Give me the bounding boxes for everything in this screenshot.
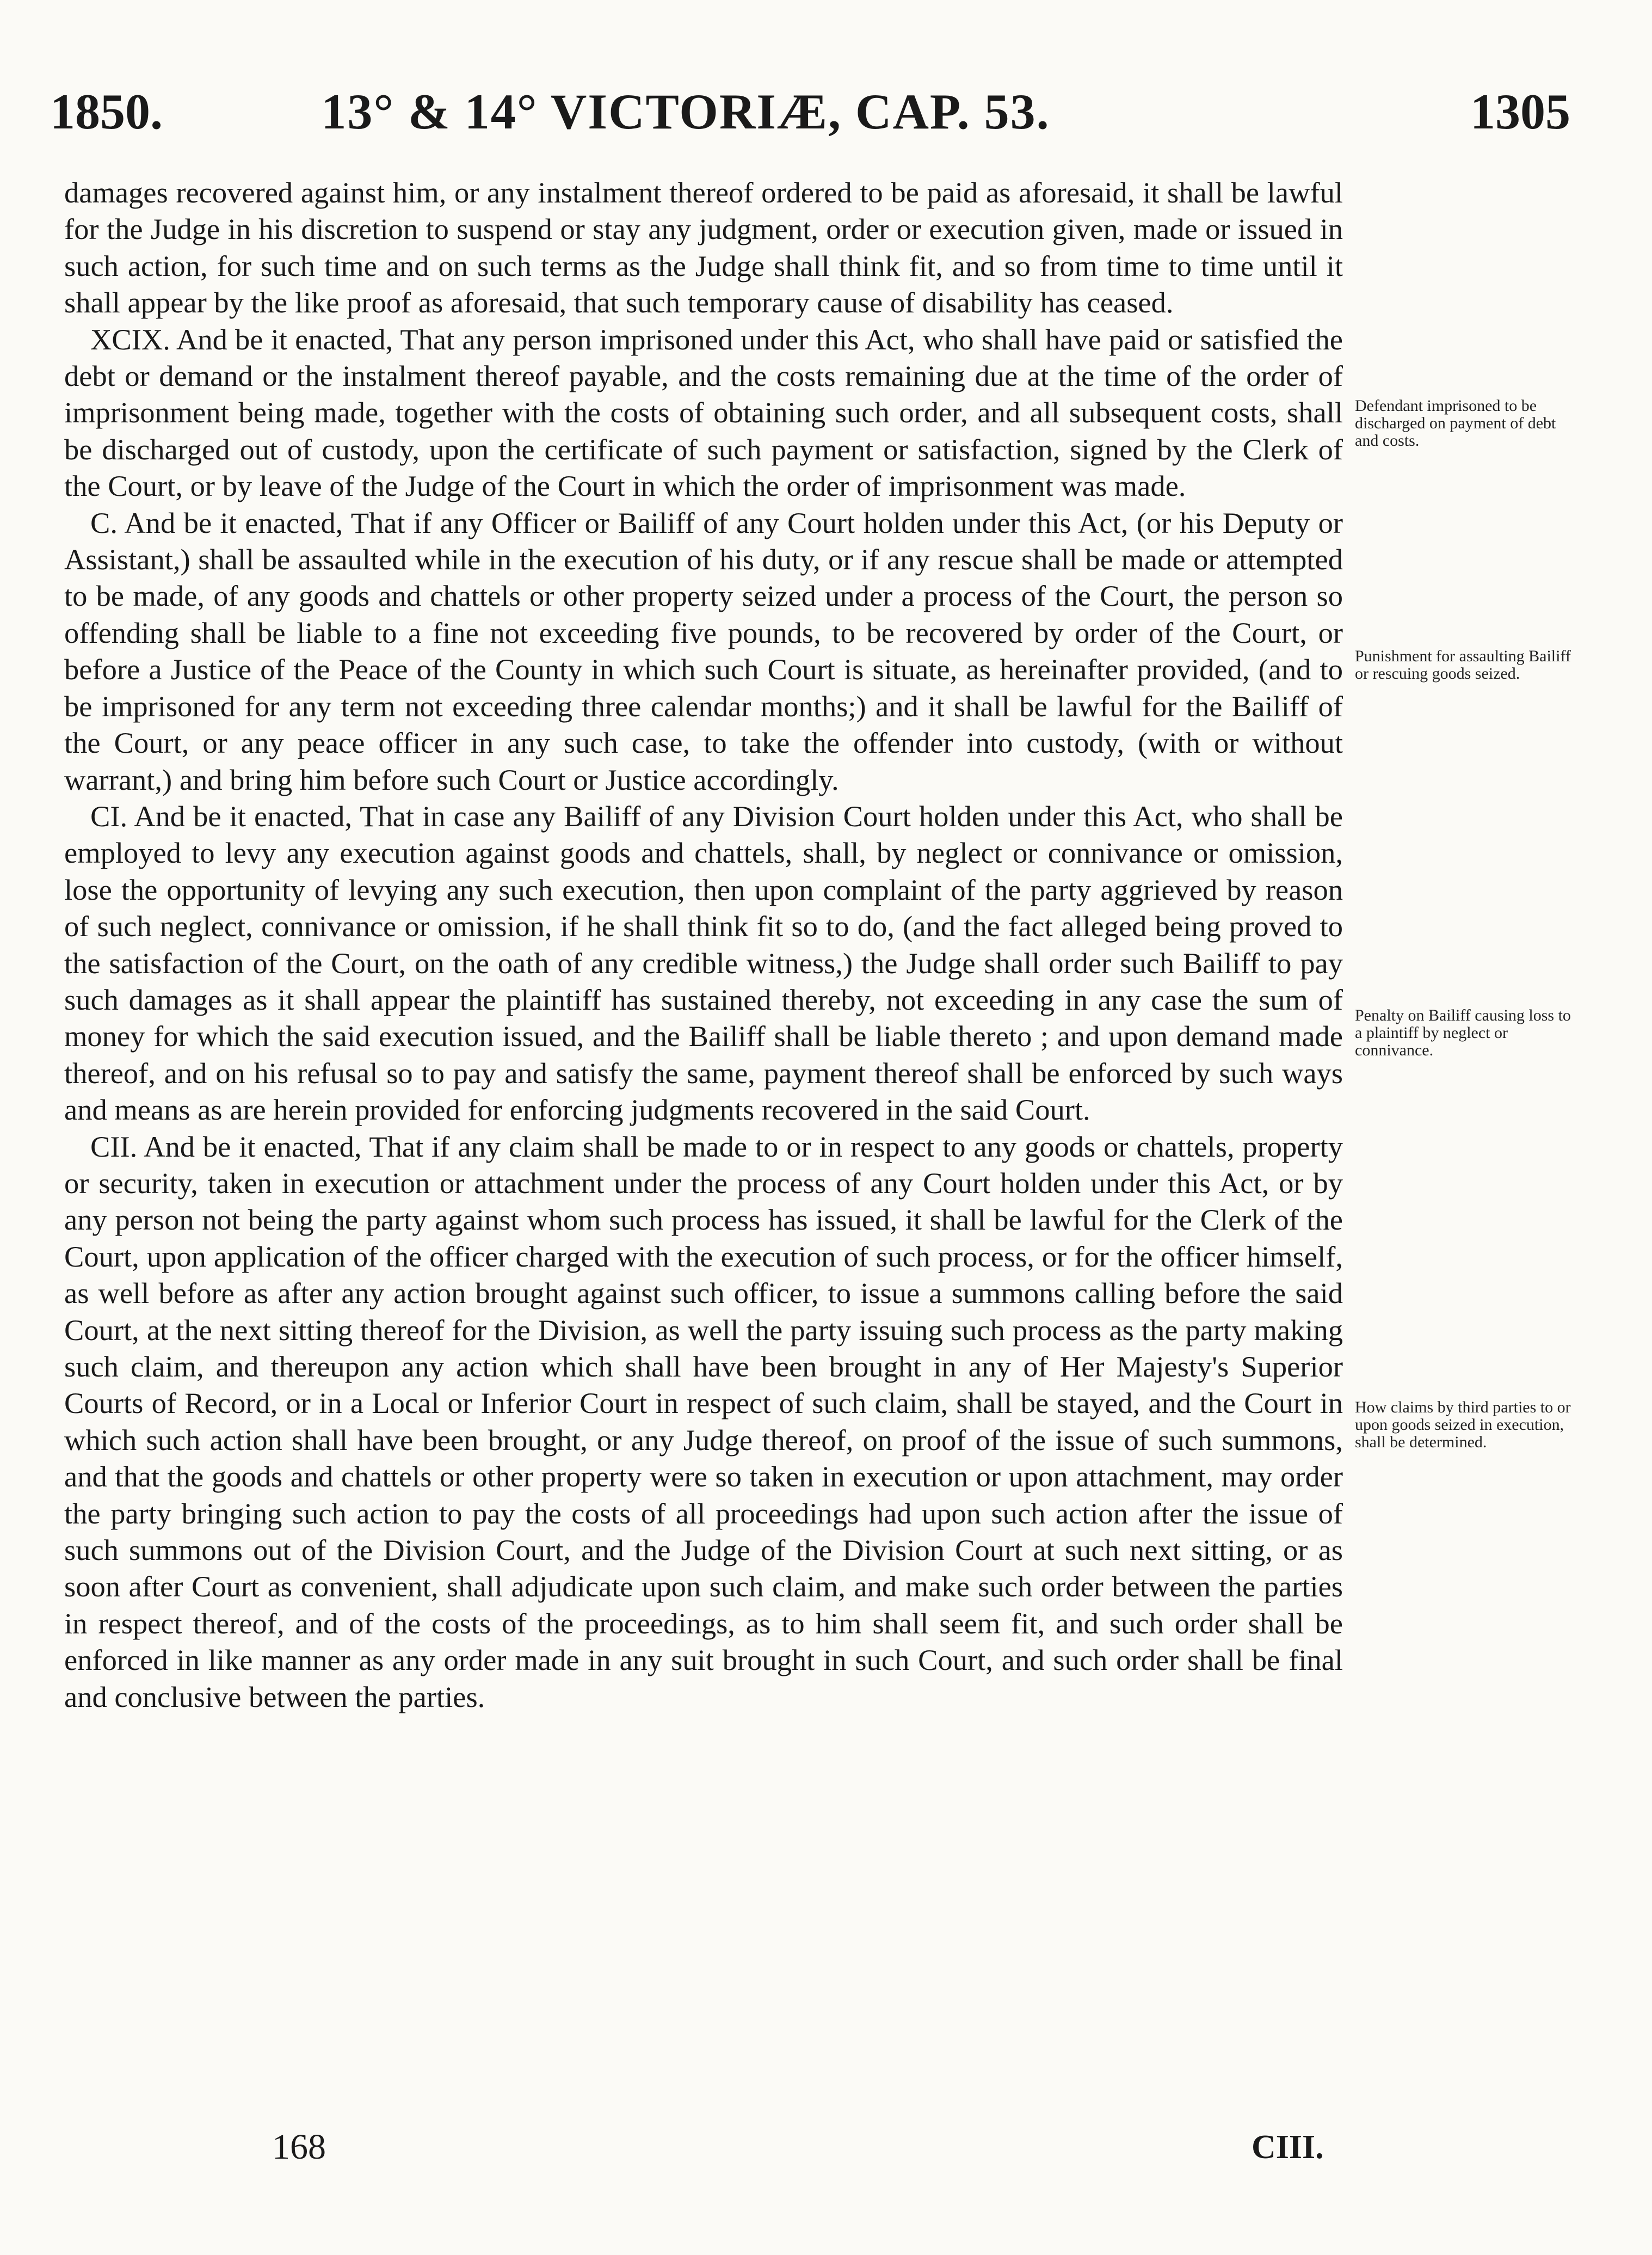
section-xcix: XCIX. And be it enacted, That any person imprisoned under this Act, who shall have paid or satisfied the debt or demand or the instalment thereof payable, and the costs remaining due at the time of the order of imprisonment being made, together with the costs of obtaining such order, and all subsequent costs, shall be discharged out of custody, upon the certificate of such payment or satisfaction, signed by the Clerk of the Court, or by leave of the Judge of the Court in which the order of imprisonment was made.: [64, 322, 1343, 503]
header-title: 13° & 14° VICTORIÆ, CAP. 53.: [321, 84, 1050, 139]
page-footer: [0, 2123, 1652, 2172]
section-c: C. And be it enacted, That if any Officer or Bailiff of any Court holden under this Act, (or his Deputy or Assistant,) shall be assaulted while in the execution of his duty, or if any rescue shall be made or attempted to be made, of any goods and chattels or other property seized under a process of the Court, the person so offending shall be liable to a fine not exceeding five pounds, to be recovered by order of the Court, or before a Justice of the Peace of the County in which such Court is situate, as hereinafter provided, (and to be imprisoned for any term not exceeding three calendar months;) and it shall be lawful for the Bailiff of the Court, or any peace officer in any such case, to take the offender into custody, (with or without warrant,) and bring him before such Court or Justice accordingly.: [64, 506, 1343, 796]
signature-folio: 168: [272, 2127, 326, 2167]
header-year: 1850.: [50, 84, 163, 139]
margin-note-ci: Penalty on Bailiff causing loss to a plaintiff by neglect or connivance.: [1355, 1006, 1571, 1059]
margin-note-xcix: Defendant imprisoned to be discharged on payment of debt and costs.: [1355, 397, 1556, 450]
margin-note-c: Punishment for assaulting Bailiff or rescuing goods seized.: [1355, 647, 1571, 683]
margin-note-cii: How claims by third parties to or upon goods seized in execution, shall be determined.: [1355, 1398, 1571, 1451]
header-page-number: 1305: [1470, 84, 1570, 139]
catchword: CIII.: [1252, 2129, 1324, 2166]
paragraph-continuation: damages recovered against him, or any instalment thereof ordered to be paid as aforesaid, it shall be lawful for the Judge in his discretion to suspend or stay any judgment, order or execution given, made or issued in such action, for such time and on such terms as the Judge shall think fit, and so from time to time until it shall appear by the like proof as aforesaid, that such temporary cause of disability has ceased.: [64, 176, 1343, 319]
section-ci: CI. And be it enacted, That in case any Bailiff of any Division Court holden under this Act, who shall be employed to levy any execution against goods and chattels, shall, by neglect or connivance or omission, lose the opportunity of levying any such execution, then upon complaint of the party aggrieved by reason of such neglect, connivance or omission, if he shall think fit so to do, (and the fact alleged being proved to the satisfaction of the Court, on the oath of any credible witness,) the Judge shall order such Bailiff to pay such damages as it shall appear the plaintiff has sustained thereby, not exceeding in any case the sum of money for which the said execution issued, and the Bailiff shall be liable thereto ; and upon demand made thereof, and on his refusal so to pay and satisfy the same, payment thereof shall be enforced by such ways and means as are herein provided for enforcing judgments recovered in the said Court.: [64, 799, 1343, 1127]
section-cii: CII. And be it enacted, That if any claim shall be made to or in respect to any goods or chattels, property or security, taken in execution or attachment under the process of any Court holden under this Act, or by any person not being the party against whom such process has issued, it shall be lawful for the Clerk of the Court, upon application of the officer charged with the execution of such process, or for the officer himself, as well before as after any action brought against such officer, to issue a summons calling before the said Court, at the next sitting thereof for the Division, as well the party issuing such process as the party making such claim, and thereupon any action which shall have been brought in any of Her Majesty's Superior Courts of Record, or in a Local or Inferior Court in respect of such claim, shall be stayed, and the Court in which such action shall have been brought, or any Judge thereof, on proof of the issue of such summons, and that the goods and chattels or other property were so taken in execution or upon attachment, may order the party bringing such action to pay the costs of all proceedings had upon such action after the issue of such summons out of the Division Court, and the Judge of the Division Court at such next sitting, or as soon after Court as convenient, shall adjudicate upon such claim, and make such order between the parties in respect thereof, and of the costs of the proceedings, as to him shall seem fit, and such order shall be enforced in like manner as any order made in any suit brought in such Court, and such order shall be final and conclusive between the parties.: [64, 1129, 1343, 1713]
statute-text: [64, 174, 1343, 1715]
running-head: [0, 82, 1652, 142]
